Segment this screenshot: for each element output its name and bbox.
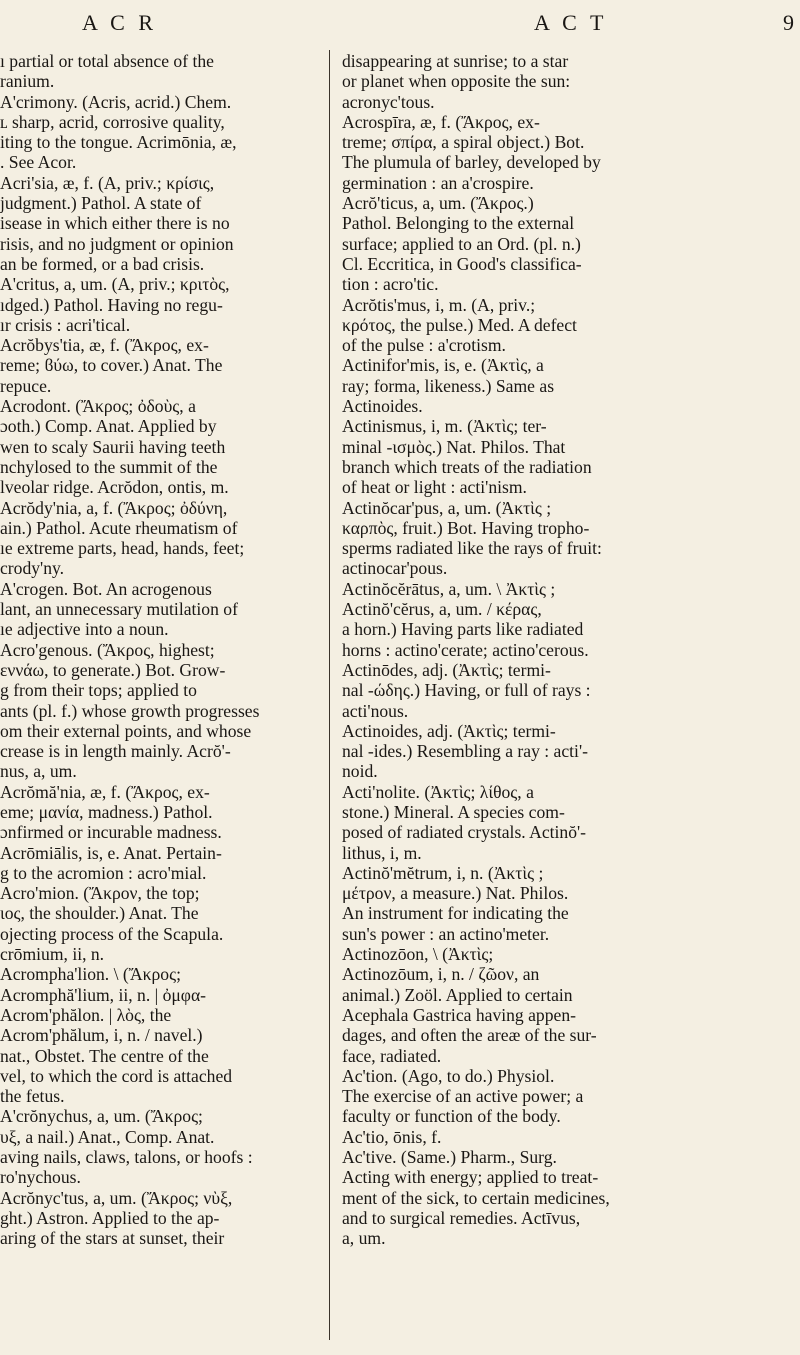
text-line: καρπὸς, fruit.) Bot. Having tropho- xyxy=(342,517,590,538)
text-line: the fetus. xyxy=(0,1086,65,1107)
text-line: Acrom'phălum, i, n. / navel.) xyxy=(0,1025,203,1046)
text-line: Actinozōon, \ (Ἀκτὶς; xyxy=(342,944,494,965)
text-line: nal -ώδης.) Having, or full of rays : xyxy=(342,680,591,701)
text-line: ιος, the shoulder.) Anat. The xyxy=(0,903,199,924)
text-line: Acrŏ'ticus, a, um. (Ἄκρος.) xyxy=(342,193,534,214)
text-line: Actinŏcĕrātus, a, um. \ Ἀκτὶς ; xyxy=(342,578,556,599)
header-right: A C T xyxy=(534,10,608,35)
text-line: actinocar'pous. xyxy=(342,558,448,579)
text-line: disappearing at sunrise; to a star xyxy=(342,51,569,71)
text-line: ght.) Astron. Applied to the ap- xyxy=(0,1207,220,1228)
text-line: Acrompha'lion. \ (Ἄκρος; xyxy=(0,964,181,985)
text-line: ıe extreme parts, head, hands, feet; xyxy=(0,538,245,559)
text-line: an be formed, or a bad crisis. xyxy=(0,253,205,274)
text-line: Ac'tive. (Same.) Pharm., Surg. xyxy=(342,1147,557,1168)
text-line: om their external points, and whose xyxy=(0,720,252,741)
text-line: minal -ισμὸς.) Nat. Philos. That xyxy=(342,436,566,457)
page-number: 9 xyxy=(783,10,794,35)
text-line: Acrŏtis'mus, i, m. (A, priv.; xyxy=(342,294,536,315)
text-line: The plumula of barley, developed by xyxy=(342,152,601,173)
text-line: judgment.) Pathol. A state of xyxy=(0,193,202,214)
text-line: acti'nous. xyxy=(342,700,409,721)
text-line: of heat or light : acti'nism. xyxy=(342,477,527,498)
text-line: The exercise of an active power; a xyxy=(342,1086,584,1107)
text-line: ray; forma, likeness.) Same as xyxy=(342,375,555,396)
text-line: branch which treats of the radiation xyxy=(342,456,592,477)
text-line: ɔoth.) Comp. Anat. Applied by xyxy=(0,416,217,437)
text-line: μέτρον, a measure.) Nat. Philos. xyxy=(342,883,569,904)
text-line: Acromphă'lium, ii, n. | ὀμφα- xyxy=(0,984,207,1005)
text-line: Actinismus, i, m. (Ἀκτὶς; ter- xyxy=(342,416,547,437)
text-line: Actinŏ'mĕtrum, i, n. (Ἀκτὶς ; xyxy=(342,862,544,883)
text-line: nchylosed to the summit of the xyxy=(0,456,218,477)
text-line: A'crimony. (Acris, acrid.) Chem. xyxy=(0,91,232,112)
text-line: risis, and no judgment or opinion xyxy=(0,233,234,254)
text-line: Acrom'phălon. | λὸς, the xyxy=(0,1004,172,1025)
text-line: surface; applied to an Ord. (pl. n.) xyxy=(342,233,581,254)
text-line: crody'ny. xyxy=(0,558,65,579)
text-line: wen to scaly Saurii having teeth xyxy=(0,436,226,457)
text-line: g from their tops; applied to xyxy=(0,680,197,701)
text-line: horns : actino'cerate; actino'cerous. xyxy=(342,639,589,660)
text-line: ranium. xyxy=(0,71,55,92)
text-line: Acting with energy; applied to treat- xyxy=(342,1167,599,1188)
text-line: ʟ sharp, acrid, corrosive quality, xyxy=(0,111,225,132)
text-line: Actinoides, adj. (Ἀκτὶς; termi- xyxy=(342,720,556,741)
text-line: ıdged.) Pathol. Having no regu- xyxy=(0,294,223,315)
text-line: κρότος, the pulse.) Med. A defect xyxy=(342,314,577,335)
text-line: Cl. Eccritica, in Good's classifica- xyxy=(342,253,582,274)
text-line: repuce. xyxy=(0,375,52,396)
text-line: crease is in length mainly. Acrŏ'- xyxy=(0,741,231,762)
text-line: stone.) Mineral. A species com- xyxy=(342,801,565,822)
text-line: sun's power : an actino'meter. xyxy=(342,923,550,944)
text-line: Ac'tio, ōnis, f. xyxy=(342,1126,442,1147)
text-line: treme; σπίρα, a spiral object.) Bot. xyxy=(342,132,585,153)
text-line: nal -ides.) Resembling a ray : acti'- xyxy=(342,741,588,762)
text-line: Actinŏcar'pus, a, um. (Ἀκτὶς ; xyxy=(342,497,552,518)
text-line: a, um. xyxy=(342,1228,386,1249)
text-line: Acrŏmă'nia, æ, f. (Ἄκρος, ex- xyxy=(0,781,210,802)
text-line: ır crisis : acri'tical. xyxy=(0,314,131,335)
text-line: Acri'sia, æ, f. (A, priv.; κρίσις, xyxy=(0,172,215,193)
text-line: lant, an unnecessary mutilation of xyxy=(0,599,238,620)
text-line: Actinifor'mis, is, e. (Ἀκτὶς, a xyxy=(342,355,544,376)
text-line: ment of the sick, to certain medicines, xyxy=(342,1187,610,1208)
text-line: Acrodont. (Ἄκρος; ὀδοὺς, a xyxy=(0,396,196,417)
text-line: nat., Obstet. The centre of the xyxy=(0,1045,209,1066)
text-line: crōmium, ii, n. xyxy=(0,944,105,965)
text-line: ı partial or total absence of the xyxy=(0,51,214,71)
text-line: Actinŏ'cĕrus, a, um. / κέρας, xyxy=(342,599,542,620)
column-divider xyxy=(329,50,330,1340)
text-line: iting to the tongue. Acrimōnia, æ, xyxy=(0,132,237,153)
text-line: eme; μανία, madness.) Pathol. xyxy=(0,801,213,822)
text-line: An instrument for indicating the xyxy=(342,903,569,924)
right-column xyxy=(342,51,654,1249)
text-line: A'crŏnychus, a, um. (Ἄκρος; xyxy=(0,1106,203,1127)
text-line: Actinōdes, adj. (Ἀκτὶς; termi- xyxy=(342,659,551,680)
text-line: Actinozōum, i, n. / ζῶον, an xyxy=(342,964,540,985)
text-line: ants (pl. f.) whose growth progresses xyxy=(0,700,260,721)
text-line: εννάω, to generate.) Bot. Grow- xyxy=(0,659,226,680)
text-line: ro'nychous. xyxy=(0,1167,81,1188)
text-line: aring of the stars at sunset, their xyxy=(0,1228,225,1249)
text-line: g to the acromion : acro'mial. xyxy=(0,862,207,883)
text-line: a horn.) Having parts like radiated xyxy=(342,619,584,640)
text-line: dages, and often the areæ of the sur- xyxy=(342,1025,597,1046)
text-line: noid. xyxy=(342,761,378,782)
text-line: Acrōmiālis, is, e. Anat. Pertain- xyxy=(0,842,222,863)
text-line: . See Acor. xyxy=(0,152,77,173)
text-line: nus, a, um. xyxy=(0,761,77,782)
text-line: and to surgical remedies. Actīvus, xyxy=(342,1207,581,1228)
text-line: Acro'genous. (Ἄκρος, highest; xyxy=(0,639,215,660)
text-line: Acrospīra, æ, f. (Ἄκρος, ex- xyxy=(342,111,540,132)
text-line: A'critus, a, um. (A, priv.; κριτὸς, xyxy=(0,274,230,295)
text-line: acronyc'tous. xyxy=(342,91,435,112)
text-line: Acro'mion. (Ἄκρον, the top; xyxy=(0,883,200,904)
text-line: faculty or function of the body. xyxy=(342,1106,561,1127)
text-line: posed of radiated crystals. Actinŏ'- xyxy=(342,822,587,843)
running-header xyxy=(0,10,800,40)
text-line: lithus, i, m. xyxy=(342,842,422,863)
text-line: Acrŏdy'nia, a, f. (Ἄκρος; ὀδύνη, xyxy=(0,497,228,518)
left-column xyxy=(0,51,312,1249)
text-line: animal.) Zoöl. Applied to certain xyxy=(342,984,573,1005)
text-line: of the pulse : a'crotism. xyxy=(342,335,506,356)
text-line: tion : acro'tic. xyxy=(342,274,439,295)
text-line: ojecting process of the Scapula. xyxy=(0,923,224,944)
text-line: sperms radiated like the rays of fruit: xyxy=(342,538,602,559)
text-line: Acti'nolite. (Ἀκτὶς; λίθος, a xyxy=(342,781,534,802)
text-line: ain.) Pathol. Acute rheumatism of xyxy=(0,517,238,538)
text-line: face, radiated. xyxy=(342,1045,442,1066)
text-line: Pathol. Belonging to the external xyxy=(342,213,575,234)
text-line: ıe adjective into a noun. xyxy=(0,619,169,640)
text-line: or planet when opposite the sun: xyxy=(342,71,571,92)
text-line: reme; ϐύω, to cover.) Anat. The xyxy=(0,355,223,376)
text-line: lveolar ridge. Acrŏdon, ontis, m. xyxy=(0,477,229,498)
text-line: Acephala Gastrica having appen- xyxy=(342,1004,576,1025)
text-line: isease in which either there is no xyxy=(0,213,230,234)
text-line: A'crogen. Bot. An acrogenous xyxy=(0,578,212,599)
text-line: aving nails, claws, talons, or hoofs : xyxy=(0,1147,253,1168)
header-left: A C R xyxy=(82,10,158,35)
text-line: Ac'tion. (Ago, to do.) Physiol. xyxy=(342,1065,555,1086)
text-line: vel, to which the cord is attached xyxy=(0,1065,233,1086)
text-line: υξ, a nail.) Anat., Comp. Anat. xyxy=(0,1126,215,1147)
text-line: Actinoides. xyxy=(342,396,423,417)
text-line: Acrŏnyc'tus, a, um. (Ἄκρος; νὺξ, xyxy=(0,1187,233,1208)
text-line: Acrŏbys'tia, æ, f. (Ἄκρος, ex- xyxy=(0,335,209,356)
text-line: ɔnfirmed or incurable madness. xyxy=(0,822,222,843)
text-line: germination : an a'crospire. xyxy=(342,172,534,193)
